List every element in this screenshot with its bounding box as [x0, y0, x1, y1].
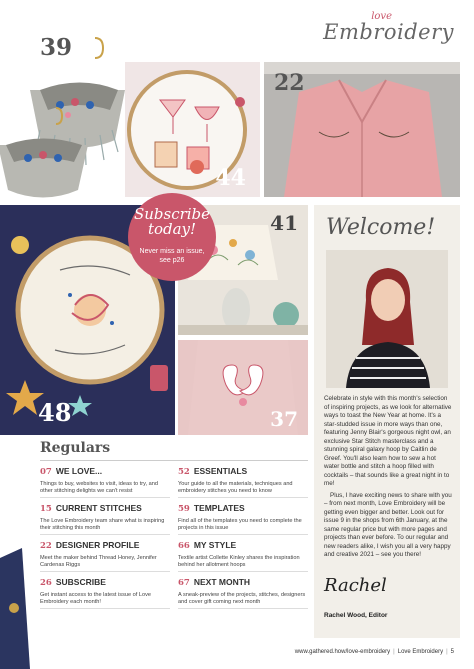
editor-signature: Rachel: [324, 575, 387, 596]
regular-item[interactable]: [178, 535, 308, 572]
regular-name: NEXT MONTH: [193, 577, 251, 587]
footer-url[interactable]: www.gathered.how/love-embroidery: [294, 649, 391, 655]
regular-desc: Meet the maker behind Thread Honey, Jennifer Cardenas Riggs: [40, 555, 157, 568]
regular-desc: A sneak-preview of the projects, stitches, designers and cover gift coming next month: [178, 592, 306, 605]
photo-tassels: [0, 30, 125, 200]
welcome-body: [324, 395, 452, 563]
regular-desc: The Love Embroidery team share what is inspiring their stitching this month: [40, 518, 165, 531]
regular-name: MY STYLE: [193, 540, 237, 550]
footer-separator: |: [393, 649, 395, 655]
editor-portrait: [326, 250, 448, 388]
subscribe-line2: today!: [147, 220, 197, 238]
regular-item[interactable]: [178, 572, 308, 609]
regular-page: 66: [178, 541, 190, 551]
regular-name: WE LOVE...: [55, 466, 103, 476]
welcome-title: Welcome!: [326, 215, 436, 240]
photo-pink-jacket: [264, 62, 460, 197]
regular-item[interactable]: [40, 535, 170, 572]
footer-page-number: 5: [450, 649, 454, 655]
regular-desc: Find all of the templates you need to complete the projects in this issue: [178, 518, 302, 531]
footer-separator: |: [446, 649, 448, 655]
welcome-paragraph-2: Plus, I have exciting news to share with you – from next month, Love Embroidery will be getting even bigger and better. Look out for issue 9 in the shops from 6th January, at the same regular price but with more pages and projects than ever before. To our regular and new readers alike, I wish you all a very happy and creative 2021 – see you there!: [324, 491, 452, 558]
regular-item[interactable]: [40, 498, 170, 535]
page-number-37: 37: [270, 407, 298, 431]
subscribe-line3: Never miss an issue, see p26: [139, 248, 205, 264]
masthead-logo: [323, 12, 454, 43]
regular-item[interactable]: [178, 498, 308, 535]
welcome-paragraph-1: Celebrate in style with this month's selection of inspiring projects, as we look for alternative ways to toast the New Year at home. It's a star-studded issue in more ways than one, featuring Jenny Blair's gorgeous night owl, an exclusive Star Stitch masterclass and a stunning spiral galaxy hoop by Caitlin de Greef. You'll also learn how to sew a hot water bottle and stitch a hoop filled with cocktails – that sounds like a great night in to me!: [324, 395, 452, 487]
regular-item[interactable]: [40, 461, 170, 498]
regular-item[interactable]: [40, 572, 170, 609]
regular-item[interactable]: [178, 461, 308, 498]
subscribe-line1: Subscribe: [133, 205, 211, 223]
regular-page: 52: [178, 467, 190, 477]
page-number-41: 41: [270, 211, 298, 235]
page-footer: [295, 649, 454, 655]
subscribe-badge[interactable]: [128, 193, 216, 281]
footer-magazine: Love Embroidery: [397, 649, 444, 655]
regulars-title: Regulars: [40, 440, 308, 461]
regular-desc: Things to buy, websites to visit, ideas to try, and other stitching delights we can't resist: [40, 481, 158, 494]
regular-name: CURRENT STITCHES: [55, 503, 142, 513]
regular-page: 07: [40, 467, 52, 477]
denim-fabric-corner: [0, 548, 30, 669]
regular-desc: Textile artist Collette Kinley shares the inspiration behind her allotment hoops: [178, 555, 300, 568]
regular-name: SUBSCRIBE: [55, 577, 106, 587]
regular-page: 26: [40, 578, 52, 588]
regular-desc: Get instant access to the latest issue of Love Embroidery each month!: [40, 592, 152, 605]
page-number-44: 44: [215, 165, 246, 191]
regular-name: DESIGNER PROFILE: [55, 540, 140, 550]
photo-swan-dress: [178, 340, 308, 435]
editor-credit: Rachel Wood, Editor: [324, 612, 388, 619]
regular-name: ESSENTIALS: [193, 466, 248, 476]
page-number-39: 39: [40, 34, 73, 61]
regular-page: 59: [178, 504, 190, 514]
logo-title: Embroidery: [323, 20, 454, 44]
page-number-48: 48: [38, 398, 72, 427]
regular-desc: Your guide to all the materials, techniques and embroidery stitches you need to know: [178, 481, 293, 494]
regular-page: 67: [178, 578, 190, 588]
regular-name: TEMPLATES: [193, 503, 245, 513]
regulars-section: [40, 440, 308, 609]
logo-love: love: [371, 11, 392, 22]
page-number-22: 22: [274, 70, 305, 96]
regular-page: 22: [40, 541, 52, 551]
regular-page: 15: [40, 504, 52, 514]
welcome-column: [314, 205, 460, 638]
photo-cocktail-hoop: [125, 62, 260, 197]
